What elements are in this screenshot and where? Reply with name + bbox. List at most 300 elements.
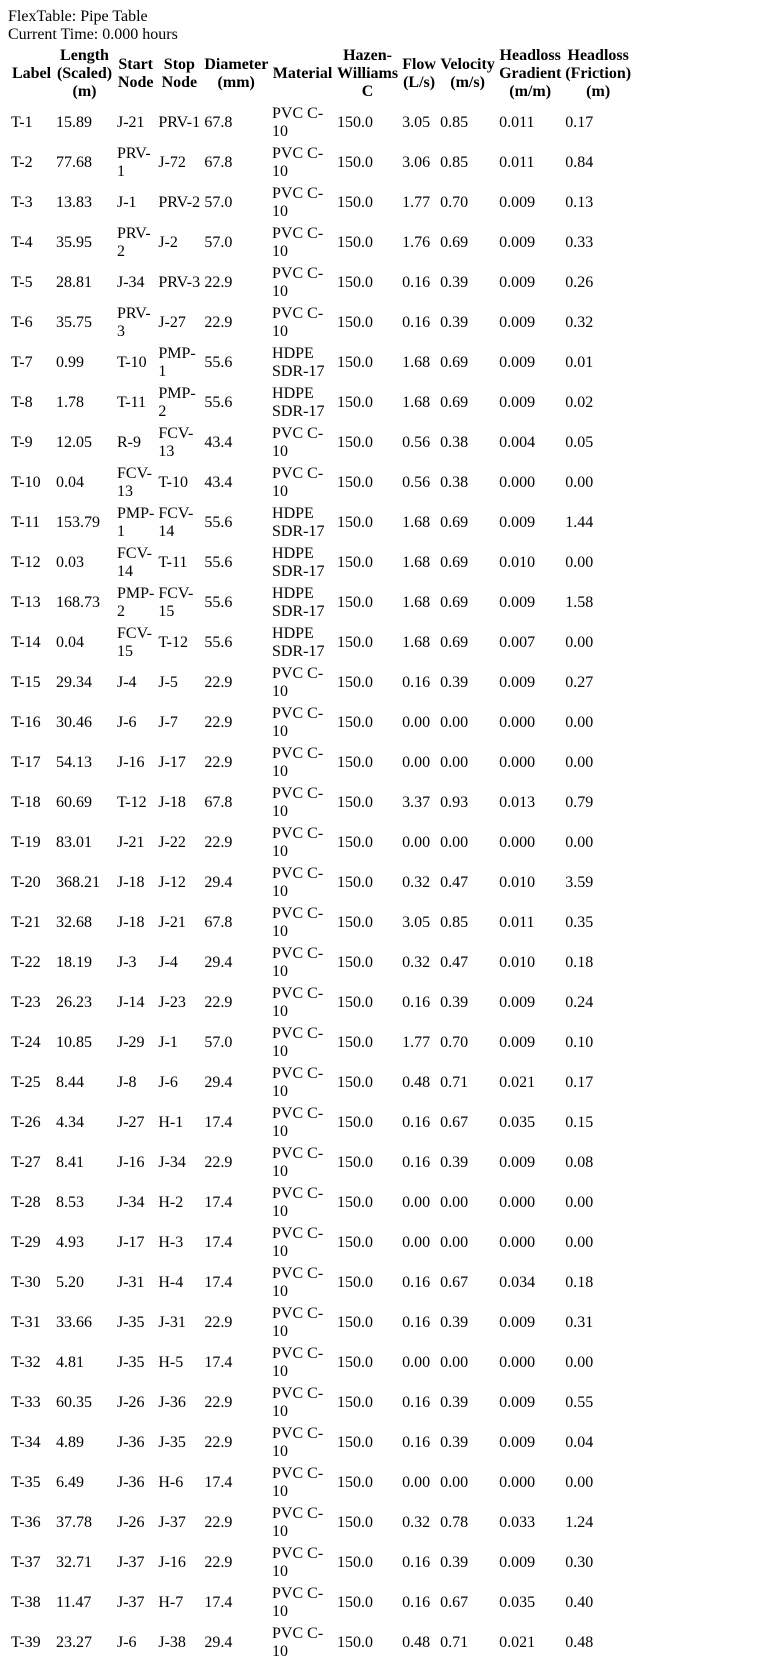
cell-stop-node: PRV-3 (158, 274, 201, 291)
table-row[interactable] (10, 1424, 632, 1462)
cell-stop-node: J-27 (158, 314, 186, 331)
cell-start-node: J-18 (117, 874, 145, 891)
table-row[interactable] (10, 1264, 632, 1302)
cell-stop-node: H-7 (158, 1594, 184, 1611)
cell-stop-node: H-4 (158, 1274, 184, 1291)
cell-headloss-gradient: 0.009 (499, 594, 536, 611)
table-row[interactable] (10, 184, 632, 222)
cell-stop-node: T-11 (158, 554, 188, 571)
cell-headloss-gradient: 0.021 (499, 1074, 536, 1091)
cell-flow: 1.68 (402, 634, 431, 651)
cell-headloss-gradient: 0.011 (499, 914, 535, 931)
cell-headloss-friction: 0.26 (565, 274, 594, 291)
cell-flow: 0.16 (402, 1154, 431, 1171)
cell-headloss-friction: 0.84 (565, 154, 594, 171)
cell-hazen-williams-c: 150.0 (337, 1274, 374, 1291)
cell-hazen-williams-c: 150.0 (337, 394, 374, 411)
cell-stop-node: J-31 (158, 1314, 186, 1331)
table-row[interactable] (10, 1544, 632, 1582)
cell-flow: 1.68 (402, 554, 431, 571)
cell-material: HDPE SDR-17 (272, 545, 325, 580)
cell-start-node: T-12 (117, 794, 147, 811)
cell-label: T-5 (11, 274, 33, 291)
cell-label: T-2 (11, 154, 33, 171)
cell-stop-node: PRV-1 (158, 114, 201, 131)
cell-headloss-gradient: 0.034 (499, 1274, 536, 1291)
cell-start-node: FCV-14 (117, 545, 152, 580)
cell-headloss-friction: 0.55 (565, 1394, 594, 1411)
table-row[interactable] (10, 784, 632, 822)
cell-velocity: 0.70 (440, 194, 469, 211)
cell-label: T-32 (11, 1354, 41, 1371)
cell-flow: 0.32 (402, 1514, 431, 1531)
cell-velocity: 0.39 (440, 1434, 469, 1451)
table-row[interactable] (10, 1344, 632, 1382)
cell-velocity: 0.39 (440, 674, 469, 691)
cell-stop-node: J-18 (158, 794, 186, 811)
cell-diameter: 17.4 (204, 1474, 233, 1491)
table-row[interactable] (10, 1624, 632, 1662)
cell-start-node: J-29 (117, 1034, 145, 1051)
table-row[interactable] (10, 1464, 632, 1502)
cell-length: 28.81 (56, 274, 92, 291)
cell-length: 32.68 (56, 914, 92, 931)
table-row[interactable] (10, 504, 632, 542)
cell-stop-node: J-17 (158, 754, 186, 771)
cell-headloss-friction: 1.44 (565, 514, 594, 531)
cell-length: 153.79 (56, 514, 100, 531)
cell-flow: 3.37 (402, 794, 431, 811)
cell-start-node: J-16 (117, 754, 145, 771)
cell-length: 0.04 (56, 474, 84, 491)
cell-stop-node: J-34 (158, 1154, 186, 1171)
cell-material: PVC C-10 (272, 1105, 324, 1140)
cell-label: T-14 (11, 634, 41, 651)
cell-length: 32.71 (56, 1554, 92, 1571)
table-row[interactable] (10, 344, 632, 382)
cell-label: T-15 (11, 674, 41, 691)
cell-material: PVC C-10 (272, 465, 324, 500)
table-row[interactable] (10, 864, 632, 902)
cell-diameter: 22.9 (204, 834, 233, 851)
cell-flow: 0.00 (402, 1354, 431, 1371)
cell-length: 60.35 (56, 1394, 92, 1411)
cell-headloss-friction: 0.24 (565, 994, 594, 1011)
header-diameter[interactable]: Diameter (mm) (204, 56, 269, 91)
cell-length: 54.13 (56, 754, 92, 771)
cell-label: T-18 (11, 794, 41, 811)
cell-label: T-33 (11, 1394, 41, 1411)
cell-material: PVC C-10 (272, 1305, 324, 1340)
cell-flow: 0.16 (402, 1434, 431, 1451)
cell-diameter: 57.0 (204, 1034, 233, 1051)
table-header-row (10, 46, 632, 102)
cell-start-node: FCV-13 (117, 465, 152, 500)
cell-diameter: 22.9 (204, 1314, 233, 1331)
cell-label: T-36 (11, 1514, 41, 1531)
cell-flow: 1.76 (402, 234, 431, 251)
table-row[interactable] (10, 1304, 632, 1342)
header-length[interactable]: Length (Scaled) (m) (56, 47, 113, 100)
cell-stop-node: J-1 (158, 1034, 178, 1051)
cell-label: T-10 (11, 474, 41, 491)
table-row[interactable] (10, 1384, 632, 1422)
cell-headloss-gradient: 0.035 (499, 1114, 536, 1131)
cell-headloss-friction: 0.27 (565, 674, 594, 691)
cell-stop-node: J-2 (158, 234, 178, 251)
cell-stop-node: FCV-14 (158, 505, 194, 540)
table-row[interactable] (10, 104, 632, 142)
cell-stop-node: H-5 (158, 1354, 184, 1371)
table-row[interactable] (10, 824, 632, 862)
cell-material: PVC C-10 (272, 865, 324, 900)
cell-start-node: J-1 (117, 194, 137, 211)
cell-start-node: J-16 (117, 1154, 145, 1171)
cell-material: PVC C-10 (272, 825, 324, 860)
cell-length: 60.69 (56, 794, 92, 811)
cell-diameter: 17.4 (204, 1114, 233, 1131)
cell-start-node: J-34 (117, 274, 145, 291)
cell-velocity: 0.39 (440, 1394, 469, 1411)
cell-flow: 0.16 (402, 674, 431, 691)
cell-headloss-gradient: 0.009 (499, 1314, 536, 1331)
cell-hazen-williams-c: 150.0 (337, 354, 374, 371)
cell-start-node: PMP-2 (117, 585, 155, 620)
cell-length: 168.73 (56, 594, 100, 611)
cell-length: 6.49 (56, 1474, 84, 1491)
cell-stop-node: PMP-2 (158, 385, 196, 420)
cell-length: 4.93 (56, 1234, 84, 1251)
cell-diameter: 67.8 (204, 114, 233, 131)
cell-flow: 0.56 (402, 434, 431, 451)
table-row[interactable] (10, 1504, 632, 1542)
cell-length: 30.46 (56, 714, 92, 731)
table-row[interactable] (10, 744, 632, 782)
cell-diameter: 55.6 (204, 594, 233, 611)
cell-velocity: 0.00 (440, 834, 469, 851)
cell-material: PVC C-10 (272, 1385, 324, 1420)
cell-diameter: 22.9 (204, 1554, 233, 1571)
cell-material: PVC C-10 (272, 785, 324, 820)
cell-hazen-williams-c: 150.0 (337, 634, 374, 651)
cell-headloss-gradient: 0.009 (499, 1034, 536, 1051)
table-row[interactable] (10, 984, 632, 1022)
cell-headloss-friction: 1.24 (565, 1514, 594, 1531)
table-row[interactable] (10, 1064, 632, 1102)
cell-start-node: J-35 (117, 1314, 145, 1331)
cell-diameter: 67.8 (204, 154, 233, 171)
cell-headloss-gradient: 0.000 (499, 1354, 536, 1371)
cell-flow: 0.16 (402, 1314, 431, 1331)
cell-start-node: J-26 (117, 1514, 145, 1531)
cell-headloss-gradient: 0.009 (499, 314, 536, 331)
cell-length: 0.04 (56, 634, 84, 651)
cell-length: 8.53 (56, 1194, 84, 1211)
cell-velocity: 0.69 (440, 354, 469, 371)
cell-stop-node: J-36 (158, 1394, 186, 1411)
cell-diameter: 22.9 (204, 1394, 233, 1411)
table-row[interactable] (10, 1184, 632, 1222)
cell-flow: 0.00 (402, 714, 431, 731)
cell-velocity: 0.69 (440, 554, 469, 571)
cell-hazen-williams-c: 150.0 (337, 194, 374, 211)
cell-start-node: T-10 (117, 354, 147, 371)
cell-start-node: J-31 (117, 1274, 145, 1291)
cell-start-node: J-18 (117, 914, 145, 931)
cell-hazen-williams-c: 150.0 (337, 234, 374, 251)
cell-flow: 0.00 (402, 1474, 431, 1491)
cell-length: 4.89 (56, 1434, 84, 1451)
cell-length: 18.19 (56, 954, 92, 971)
cell-flow: 1.68 (402, 594, 431, 611)
cell-velocity: 0.39 (440, 994, 469, 1011)
cell-diameter: 17.4 (204, 1354, 233, 1371)
cell-start-node: J-6 (117, 1634, 137, 1651)
cell-label: T-26 (11, 1114, 41, 1131)
cell-diameter: 55.6 (204, 514, 233, 531)
cell-flow: 3.05 (402, 114, 431, 131)
cell-hazen-williams-c: 150.0 (337, 1554, 374, 1571)
header-stop-node[interactable]: Stop Node (161, 56, 198, 91)
cell-start-node: J-14 (117, 994, 145, 1011)
cell-diameter: 29.4 (204, 954, 233, 971)
cell-label: T-37 (11, 1554, 41, 1571)
cell-velocity: 0.85 (440, 154, 469, 171)
cell-velocity: 0.70 (440, 1034, 469, 1051)
cell-headloss-gradient: 0.000 (499, 1194, 536, 1211)
cell-label: T-27 (11, 1154, 41, 1171)
table-row[interactable] (10, 424, 632, 462)
table-row[interactable] (10, 904, 632, 942)
cell-headloss-friction: 0.48 (565, 1634, 594, 1651)
cell-material: PVC C-10 (272, 1585, 324, 1620)
cell-flow: 0.16 (402, 1554, 431, 1571)
cell-start-node: PRV-1 (117, 145, 151, 180)
cell-diameter: 55.6 (204, 354, 233, 371)
cell-velocity: 0.00 (440, 1194, 469, 1211)
cell-flow: 0.16 (402, 274, 431, 291)
cell-material: PVC C-10 (272, 105, 324, 140)
cell-hazen-williams-c: 150.0 (337, 1634, 374, 1651)
cell-hazen-williams-c: 150.0 (337, 554, 374, 571)
cell-diameter: 43.4 (204, 434, 233, 451)
table-row[interactable] (10, 544, 632, 582)
cell-velocity: 0.67 (440, 1274, 469, 1291)
cell-flow: 0.48 (402, 1634, 431, 1651)
cell-diameter: 43.4 (204, 474, 233, 491)
cell-label: T-35 (11, 1474, 41, 1491)
cell-label: T-22 (11, 954, 41, 971)
cell-diameter: 22.9 (204, 994, 233, 1011)
table-row[interactable] (10, 704, 632, 742)
cell-length: 8.44 (56, 1074, 84, 1091)
cell-material: HDPE SDR-17 (272, 505, 325, 540)
cell-velocity: 0.39 (440, 314, 469, 331)
cell-headloss-gradient: 0.009 (499, 194, 536, 211)
cell-start-node: J-6 (117, 714, 137, 731)
cell-flow: 0.00 (402, 834, 431, 851)
cell-stop-node: PRV-2 (158, 194, 201, 211)
report-title: FlexTable: Pipe Table (8, 8, 148, 25)
cell-velocity: 0.00 (440, 714, 469, 731)
cell-diameter: 17.4 (204, 1234, 233, 1251)
cell-headloss-friction: 0.17 (565, 114, 594, 131)
cell-start-node: J-36 (117, 1434, 145, 1451)
cell-label: T-19 (11, 834, 41, 851)
cell-length: 8.41 (56, 1154, 84, 1171)
cell-headloss-friction: 0.15 (565, 1114, 594, 1131)
header-label[interactable]: Label (11, 65, 52, 82)
table-row[interactable] (10, 464, 632, 502)
cell-material: PVC C-10 (272, 1425, 324, 1460)
cell-length: 77.68 (56, 154, 92, 171)
cell-length: 11.47 (56, 1594, 92, 1611)
cell-start-node: J-3 (117, 954, 137, 971)
table-row[interactable] (10, 144, 632, 182)
table-row[interactable] (10, 264, 632, 302)
pipe-table (8, 44, 634, 1664)
cell-headloss-friction: 0.00 (565, 1354, 594, 1371)
cell-stop-node: J-4 (158, 954, 178, 971)
cell-stop-node: J-35 (158, 1434, 186, 1451)
cell-length: 4.81 (56, 1354, 84, 1371)
cell-label: T-6 (11, 314, 33, 331)
header-flow[interactable]: Flow (L/s) (402, 56, 436, 91)
cell-hazen-williams-c: 150.0 (337, 274, 374, 291)
cell-hazen-williams-c: 150.0 (337, 1034, 374, 1051)
cell-diameter: 22.9 (204, 274, 233, 291)
table-row[interactable] (10, 1224, 632, 1262)
cell-diameter: 29.4 (204, 874, 233, 891)
cell-start-node: J-34 (117, 1194, 145, 1211)
cell-headloss-friction: 0.01 (565, 354, 594, 371)
cell-headloss-friction: 0.35 (565, 914, 594, 931)
cell-label: T-31 (11, 1314, 41, 1331)
cell-material: PVC C-10 (272, 705, 324, 740)
table-row[interactable] (10, 1144, 632, 1182)
cell-headloss-gradient: 0.009 (499, 234, 536, 251)
cell-material: PVC C-10 (272, 945, 324, 980)
cell-material: PVC C-10 (272, 985, 324, 1020)
cell-headloss-friction: 0.04 (565, 1434, 594, 1451)
cell-length: 35.95 (56, 234, 92, 251)
cell-stop-node: J-12 (158, 874, 186, 891)
header-headloss-friction[interactable]: Headloss (Friction) (m) (565, 47, 632, 100)
cell-length: 83.01 (56, 834, 92, 851)
cell-hazen-williams-c: 150.0 (337, 594, 374, 611)
table-row[interactable] (10, 664, 632, 702)
cell-label: T-21 (11, 914, 41, 931)
cell-diameter: 55.6 (204, 634, 233, 651)
cell-material: PVC C-10 (272, 1625, 324, 1660)
cell-headloss-friction: 0.02 (565, 394, 594, 411)
cell-material: PVC C-10 (272, 1465, 324, 1500)
cell-headloss-friction: 3.59 (565, 874, 594, 891)
table-row[interactable] (10, 944, 632, 982)
cell-flow: 0.16 (402, 1114, 431, 1131)
cell-stop-node: J-72 (158, 154, 186, 171)
cell-velocity: 0.38 (440, 474, 469, 491)
cell-label: T-30 (11, 1274, 41, 1291)
cell-flow: 3.05 (402, 914, 431, 931)
cell-length: 26.23 (56, 994, 92, 1011)
cell-stop-node: FCV-13 (158, 425, 194, 460)
cell-headloss-friction: 0.00 (565, 1474, 594, 1491)
table-row[interactable] (10, 224, 632, 262)
header-velocity[interactable]: Velocity (m/s) (440, 56, 495, 91)
cell-velocity: 0.78 (440, 1514, 469, 1531)
cell-material: PVC C-10 (272, 185, 324, 220)
cell-hazen-williams-c: 150.0 (337, 914, 374, 931)
cell-velocity: 0.85 (440, 914, 469, 931)
cell-length: 0.03 (56, 554, 84, 571)
cell-start-node: J-37 (117, 1594, 145, 1611)
header-material[interactable]: Material (272, 65, 333, 82)
cell-label: T-20 (11, 874, 41, 891)
table-row[interactable] (10, 624, 632, 662)
cell-headloss-gradient: 0.009 (499, 1434, 536, 1451)
cell-flow: 0.16 (402, 1274, 431, 1291)
cell-length: 29.34 (56, 674, 92, 691)
cell-stop-node: T-10 (158, 474, 188, 491)
cell-headloss-friction: 0.05 (565, 434, 594, 451)
cell-stop-node: H-2 (158, 1194, 184, 1211)
cell-headloss-friction: 0.33 (565, 234, 594, 251)
cell-length: 37.78 (56, 1514, 92, 1531)
cell-hazen-williams-c: 150.0 (337, 1474, 374, 1491)
table-row[interactable] (10, 304, 632, 342)
header-headloss-gradient[interactable]: Headloss Gradient (m/m) (499, 47, 562, 100)
cell-hazen-williams-c: 150.0 (337, 434, 374, 451)
cell-material: PVC C-10 (272, 425, 324, 460)
cell-headloss-gradient: 0.010 (499, 954, 536, 971)
table-row[interactable] (10, 584, 632, 622)
cell-hazen-williams-c: 150.0 (337, 1154, 374, 1171)
cell-label: T-9 (11, 434, 33, 451)
cell-hazen-williams-c: 150.0 (337, 794, 374, 811)
cell-hazen-williams-c: 150.0 (337, 114, 374, 131)
cell-diameter: 22.9 (204, 1434, 233, 1451)
cell-headloss-gradient: 0.009 (499, 994, 536, 1011)
cell-diameter: 57.0 (204, 194, 233, 211)
table-row[interactable] (10, 1024, 632, 1062)
cell-diameter: 17.4 (204, 1594, 233, 1611)
cell-headloss-gradient: 0.010 (499, 554, 536, 571)
cell-headloss-gradient: 0.011 (499, 114, 535, 131)
cell-flow: 0.16 (402, 314, 431, 331)
cell-headloss-gradient: 0.000 (499, 834, 536, 851)
cell-material: PVC C-10 (272, 1345, 324, 1380)
cell-stop-node: T-12 (158, 634, 188, 651)
cell-velocity: 0.00 (440, 754, 469, 771)
cell-length: 10.85 (56, 1034, 92, 1051)
cell-start-node: PRV-3 (117, 305, 151, 340)
header-hazen-williams-c[interactable]: Hazen-Williams C (337, 47, 399, 100)
cell-diameter: 22.9 (204, 754, 233, 771)
table-row[interactable] (10, 1104, 632, 1142)
table-row[interactable] (10, 384, 632, 422)
cell-stop-node: J-22 (158, 834, 186, 851)
cell-start-node: J-21 (117, 114, 145, 131)
table-row[interactable] (10, 1584, 632, 1622)
cell-length: 368.21 (56, 874, 100, 891)
cell-material: HDPE SDR-17 (272, 625, 325, 660)
cell-headloss-gradient: 0.000 (499, 474, 536, 491)
header-start-node[interactable]: Start Node (117, 56, 154, 91)
cell-label: T-29 (11, 1234, 41, 1251)
cell-headloss-friction: 0.08 (565, 1154, 594, 1171)
cell-material: PVC C-10 (272, 745, 324, 780)
